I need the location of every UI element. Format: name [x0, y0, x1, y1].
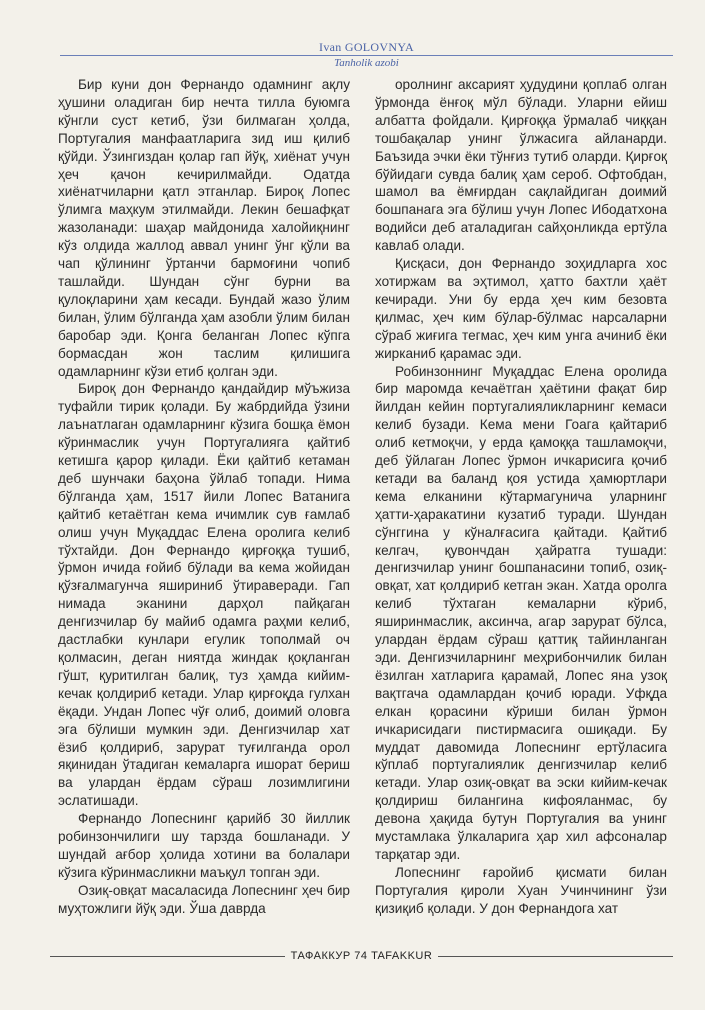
paragraph: оролнинг аксарият ҳудудини қоплаб олган ўрмонда ёнғоқ мўл бўлади. Уларни ейиш албатта фойдали. Қирғоққа ўрмалаб чиққан тошбақалар унинг ўлжасига айланарди. Баъзида эчки ёки тўнғиз тутиб оларди. Қирғоқ бўйидаги сувда балиқ ҳам сероб. Офтобдан, шамол ва ёмғирдан сақлайдиган доимий бошпанага эга бўлиш учун Лопес Ибодатхона водийси деб аталадиган сайҳонликда ертўла кавлаб олади.: [375, 77, 667, 254]
left-text-column: [58, 76, 350, 916]
header-subtitle: Tanholik azobi: [334, 57, 399, 69]
header-rule: [60, 55, 673, 56]
footer-rule-left: [50, 956, 285, 957]
paragraph: Робинзоннинг Муқаддас Елена оролида бир маромда кечаётган ҳаётини фақат бир йилдан кейин португалияликларнинг кемаси келиб бузади. Кема мени Гоага қайтариб олиб кетмоқчи, у ерда қамоққа ташламоқчи, деб ўйлаган Лопес ўрмон ичкарисига қочиб кетади ва баланд қоя устида ҳамюртлари кема елканини кўтармагунича уларнинг ҳатти-ҳаракатини кузатиб туради. Шундан сўнггина у кўналғасига қайтади. Қайтиб келгач, қувончдан ҳайратга тушади: денгизчилар унинг бошпанасини топиб, озиқ-овқат, хат қолдириб кетган экан. Хатда оролга келиб тўхтаган кемаларни кўриб, яширинмаслик, аксинча, агар зарурат бўлса, улардан ёрдам сўраш қаттиқ тайинланган эди. Денгизчиларнинг меҳрибончилик билан ёзилган хатларига қарамай, Лопес яна узоқ вақтгача одамлардан қочиб юради. Уфқда елкан қорасини кўриши билан ўрмон ичкарисидаги пистирмасига ошиқади. Бу муддат давомида Лопеснинг ертўласига кўплаб португалиялик денгизчилар келиб кетади. Улар озиқ-овқат ва эски кийим-кечак қолдириш билангина кифояланмас, бу девона ҳақида бутун Португалия ва унинг мустамлака ўлкаларига ҳар хил афсоналар тарқатар эди.: [375, 363, 667, 862]
paragraph: Бироқ дон Фернандо қандайдир мўъжиза туфайли тирик қолади. Бу жабрдийда ўзини лаънатлаган одамларнинг кўзига бошқа ёмон кўринмаслик учун Португалияга қайтиб кетишга қарор қилади. Ёки қайтиб кетаман деб шунчаки баҳона ўйлаб топади. Нима бўлганда ҳам, 1517 йили Лопес Ватанига қайтиб кетаётган кема ичимлик сув ғамлаб олиш учун Муқаддас Елена оролига келиб тўхтайди. Дон Фернандо қирғоққа тушиб, ўрмон ичида ғойиб бўлади ва кема жойидан қўзғалмагунча яшириниб ўтиравeради. Гап нимада эканини дарҳол пайқаган денгизчилар бу майиб одамга раҳми келиб, дастлабки кунлари егулик тополмай оч қолмасин, деган ниятда жиндак қоқланган гўшт, қуритилган балиқ, туз ҳамда кийим-кечак қолдириб кетади. Улар қирғоқда гулхан ёқади. Ундан Лопес чўғ олиб, доимий оловга эга бўлиши мумкин эди. Денгизчилар хат ёзиб қолдириб, зарурат туғилганда орол яқинидан ўтадиган кемаларга ишорат бериш ва улардан ёрдам сўраш лозимлигини эслатишади.: [58, 381, 350, 809]
paragraph: Фернандо Лопеснинг қарийб 30 йиллик робинзончилиги шу тарзда бошланади. У шундай ағбор ҳолида хотини ва болалари кўзига кўринмасликни маъқул топган эди.: [58, 811, 350, 880]
running-header: [60, 40, 673, 70]
right-text-column: [375, 76, 667, 916]
paragraph: Бир куни дон Фернандо одамнинг ақлу ҳушини оладиган бир нечта тилла буюмга кўнгли суст кетиб, ўзи билмаган ҳолда, Португалия манфаатларига зид иш қилиб қўйди. Ўзингиздан қолар гап йўқ, хиёнат учун ҳеч қачон кечирилмайди. Одатда хиёнатчиларни қатл этганлар. Бироқ Лопес ўлимга маҳкум этилмайди. Лекин бешафқат жазоланади: шаҳар майдонида халойиқнинг кўз олдида жаллод аввал унинг ўнг қўли ва чап қўлининг ўртанчи бармоғини чопиб ташлайди. Шундан сўнг бурни ва қулоқларини ҳам кесади. Бундай жазо ўлим билан, ўлим бўлганда ҳам азобли ўлим билан баробар эди. Қонга беланган Лопес кўпга бормасдан жон таслим қилишига одамларнинг кўзи етиб қолган эди.: [58, 77, 350, 379]
page-footer: [50, 948, 673, 964]
footer-rule-right: [438, 956, 673, 957]
header-author: Ivan GOLOVNYA: [319, 40, 414, 54]
footer-page-label: ТАФАККУР 74 TAFAKKUR: [290, 950, 433, 962]
paragraph: Қисқаси, дон Фернандо зоҳидларга хос хотиржам ва эҳтимол, ҳатто бахтли ҳаёт кечиради. Уни бу ерда ҳеч ким безовта қилмас, ҳеч ким бўлар-бўлмас нарсаларни сўраб жиғига тегмас, ҳеч ким унга ачиниб ёки жирканиб қарамас эди.: [375, 256, 667, 361]
paragraph: Озиқ-овқат масаласида Лопеснинг ҳеч бир муҳтожлиги йўқ эди. Ўша даврда: [58, 882, 350, 916]
paragraph: Лопеснинг ғаройиб қисмати билан Португалия қироли Хуан Учинчининг ўзи қизиқиб қолади. У дон Фернандога хат: [375, 864, 667, 916]
